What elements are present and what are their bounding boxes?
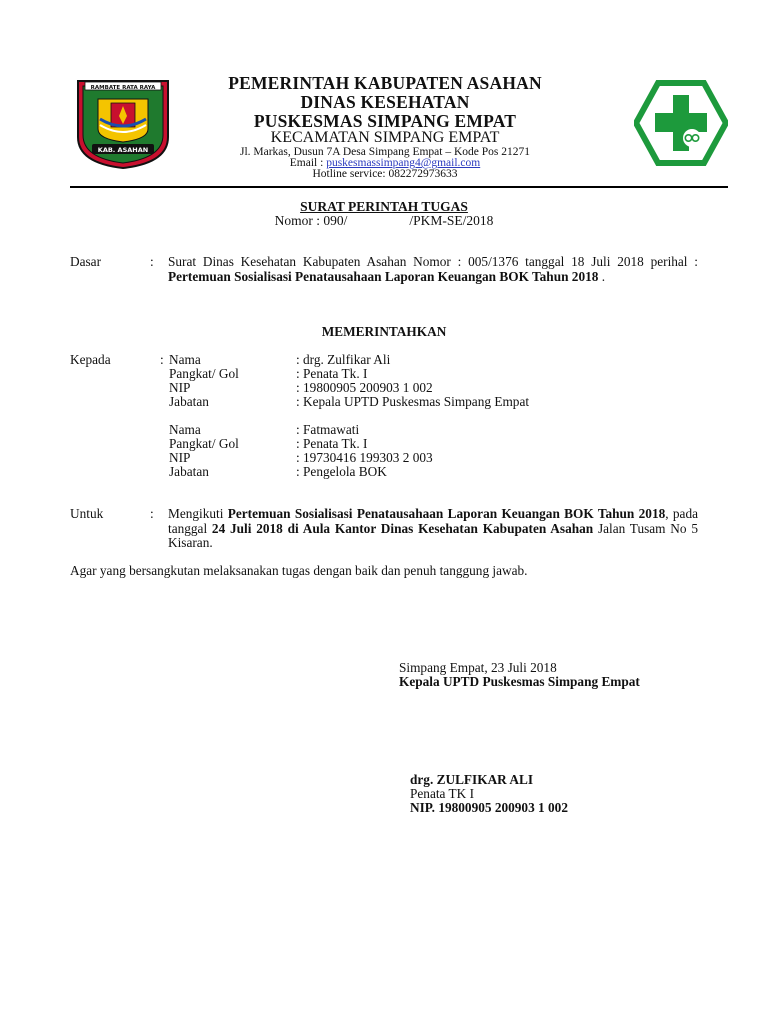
p2-pangkat-label: Pangkat/ Gol — [169, 436, 239, 451]
untuk-text — [168, 507, 698, 551]
letter-title-text: SURAT PERINTAH TUGAS — [300, 199, 468, 214]
untuk-bold-2: 24 Juli 2018 di Aula Kantor Dinas Kesehatan Kabupaten Asahan — [211, 520, 594, 536]
puskesmas-logo — [634, 80, 728, 166]
p2-nip-label: NIP — [169, 450, 191, 465]
untuk-text-2: , pada tanggal — [168, 506, 699, 536]
p2-nip-value: : 19730416 199303 2 003 — [296, 450, 433, 465]
p1-nip-value: : 19800905 200903 1 002 — [296, 380, 433, 395]
signature-nip: NIP. 19800905 200903 1 002 — [410, 800, 568, 815]
dasar-end: . — [598, 268, 606, 284]
closing-statement: Agar yang bersangkutan melaksanakan tugas dengan baik dan penuh tanggung jawab. — [70, 563, 528, 578]
kepada-label: Kepada — [70, 352, 111, 367]
email-label: Email : — [289, 157, 327, 169]
dasar-bold: Pertemuan Sosialisasi Penatausahaan Laporan Keuangan BOK Tahun 2018 — [168, 268, 599, 284]
signature-position: Kepala UPTD Puskesmas Simpang Empat — [399, 674, 640, 689]
letter-number-suffix: /PKM-SE/2018 — [409, 213, 494, 228]
header-puskesmas: PUSKESMAS SIMPANG EMPAT — [253, 111, 517, 131]
dasar-label: Dasar — [70, 254, 102, 269]
header-government: PEMERINTAH KABUPATEN ASAHAN — [228, 73, 542, 93]
signature-place-date: Simpang Empat, 23 Juli 2018 — [399, 660, 557, 675]
email-link[interactable]: puskesmassimpang4@gmail.com — [326, 157, 481, 169]
p2-nama-label: Nama — [169, 422, 201, 437]
p2-jabatan-value: : Pengelola BOK — [296, 464, 387, 479]
logo-label-text: KAB. ASAHAN — [97, 146, 149, 154]
p1-pangkat-value: : Penata Tk. I — [296, 366, 368, 381]
memerintahkan-heading: MEMERINTAHKAN — [321, 324, 447, 339]
letter-number-prefix: Nomor : 090/ — [274, 213, 348, 228]
p1-pangkat-label: Pangkat/ Gol — [169, 366, 239, 381]
signature-rank: Penata TK I — [410, 786, 475, 801]
p2-jabatan-label: Jabatan — [169, 464, 209, 479]
dasar-text-1: Surat Dinas Kesehatan Kabupaten Asahan Nomor : 005/1376 tanggal 18 Juli 2018 perihal : — [168, 254, 698, 269]
header-hotline: Hotline service: 082272973633 — [312, 168, 458, 180]
untuk-label: Untuk — [70, 506, 104, 521]
p1-nama-label: Nama — [169, 352, 201, 367]
p1-jabatan-label: Jabatan — [169, 394, 209, 409]
header-address: Jl. Markas, Dusun 7A Desa Simpang Empat – Kode Pos 21271 — [239, 146, 531, 158]
p1-jabatan-value: : Kepala UPTD Puskesmas Simpang Empat — [296, 394, 530, 409]
p1-nip-label: NIP — [169, 380, 191, 395]
p2-nama-value: : Fatmawati — [296, 422, 360, 437]
letter-number — [70, 213, 698, 229]
p1-nama-value: : drg. Zulfikar Ali — [296, 352, 391, 367]
dasar-colon: : — [150, 254, 154, 269]
signature-name: drg. ZULFIKAR ALI — [410, 772, 534, 787]
header-divider — [70, 186, 728, 188]
untuk-text-1: Mengikuti — [168, 506, 228, 521]
kab-asahan-logo — [76, 79, 170, 169]
dasar-text — [168, 255, 698, 284]
header-district: KECAMATAN SIMPANG EMPAT — [270, 129, 500, 146]
p2-pangkat-value: : Penata Tk. I — [296, 436, 368, 451]
untuk-colon: : — [150, 506, 154, 521]
header-department: DINAS KESEHATAN — [300, 92, 470, 112]
untuk-bold-1: Pertemuan Sosialisasi Penatausahaan Laporan Keuangan BOK Tahun 2018 — [227, 506, 666, 521]
kepada-colon: : — [160, 352, 164, 367]
untuk-text-3: Jalan Tusam No 5 Kisaran. — [168, 520, 698, 550]
logo-banner-text: RAMBATE RATA RAYA — [90, 85, 156, 91]
